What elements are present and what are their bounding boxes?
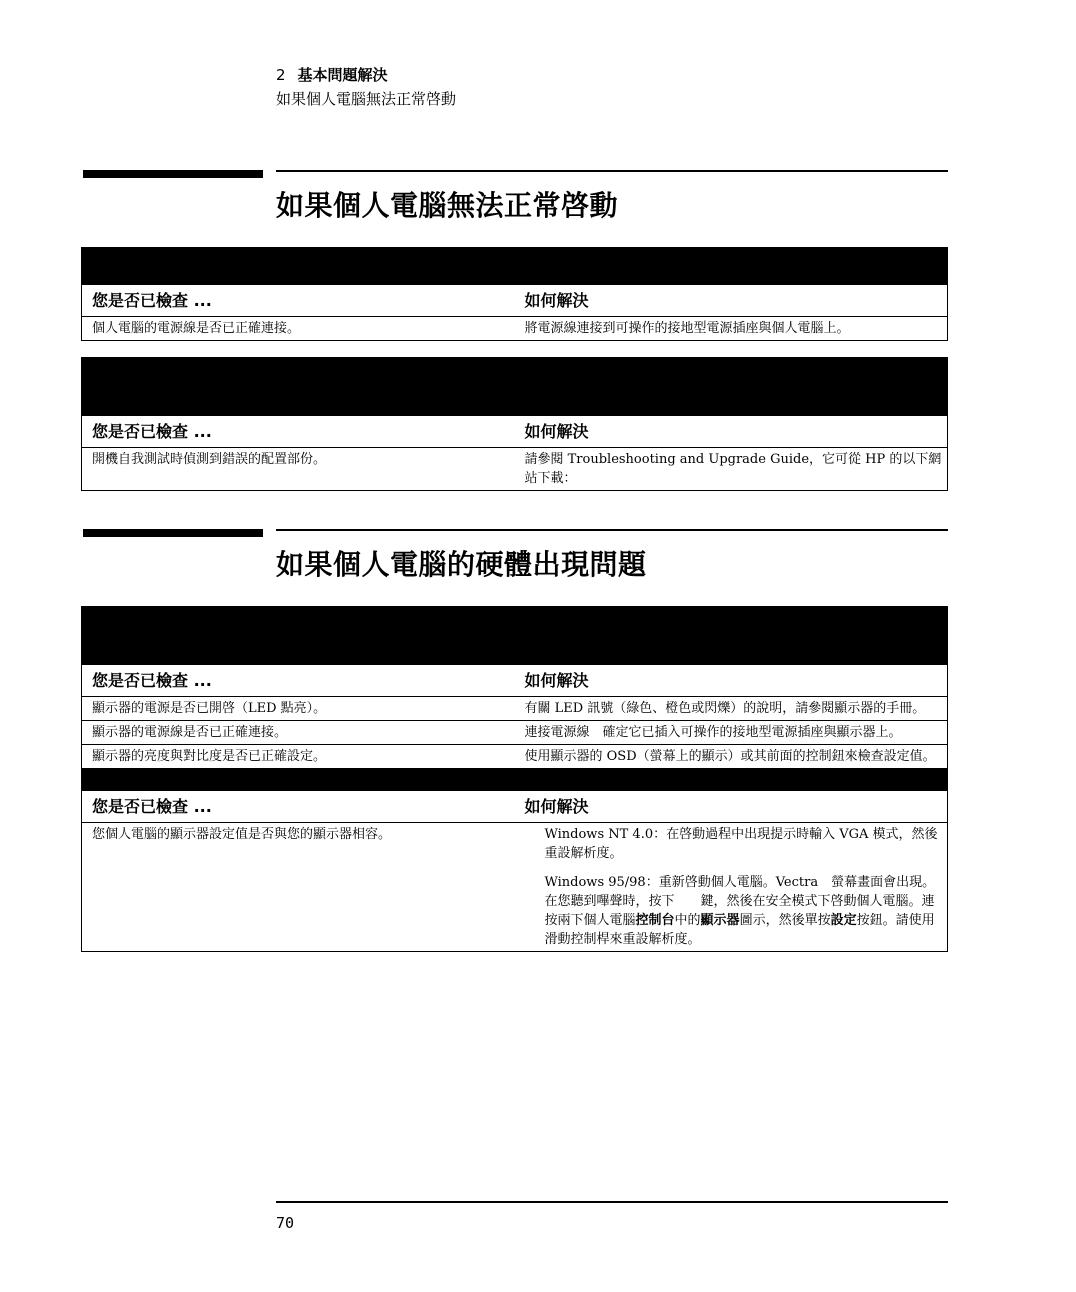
- table-row: [82, 448, 948, 491]
- table-row: [82, 697, 948, 721]
- check-cell: 顯示器的電源是否已開啓（LED 點亮）。: [82, 697, 515, 721]
- section-title: 如果個人電腦的硬體出現問題: [276, 548, 647, 581]
- table-header-bar: [82, 358, 948, 417]
- chapter-heading: [276, 64, 388, 85]
- solution-cell: 使用顯示器的 OSD（螢幕上的顯示）或其前面的控制鈕來檢查設定值。: [515, 745, 948, 769]
- table-row: [82, 317, 948, 341]
- check-cell: 顯示器的電源線是否已正確連接。: [82, 721, 515, 745]
- solution-9x-text: 圖示，然後單按: [739, 913, 831, 928]
- column-header-check: 您是否已檢查 ...: [82, 665, 515, 697]
- section-rule-thick: [83, 529, 263, 537]
- section-title: 如果個人電腦無法正常啓動: [276, 189, 619, 222]
- column-header-solution: 如何解決: [515, 285, 948, 317]
- column-header-solution: 如何解決: [515, 665, 948, 697]
- running-subtitle: 如果個人電腦無法正常啓動: [276, 90, 457, 108]
- section-rule-thin: [276, 170, 948, 172]
- table-header-bar: [82, 248, 948, 286]
- solution-9x-text: 中的: [674, 913, 701, 928]
- solution-9x-text: 按鈕。請使用滑動控制桿來重設解析度。: [544, 913, 935, 947]
- table-row: [82, 721, 948, 745]
- table-row: [82, 823, 948, 952]
- check-cell: 開機自我測試時偵測到錯誤的配置部份。: [92, 452, 327, 467]
- chapter-title: 基本問題解決: [297, 66, 388, 84]
- settings-term: 設定: [830, 913, 857, 928]
- solution-cell: 有關 LED 訊號（綠色、橙色或閃爍）的說明，請參閱顯示器的手冊。: [515, 697, 948, 721]
- table-header-bar: [82, 607, 948, 666]
- solution-9x: [545, 873, 944, 949]
- solution-cell: 請參閱 Troubleshooting and Upgrade Guide，它可從 HP 的以下網站下載：: [524, 452, 942, 486]
- solution-cell: [515, 823, 948, 952]
- check-cell: 個人電腦的電源線是否已正確連接。: [92, 321, 301, 336]
- solution-cell: 將電源線連接到可操作的接地型電源插座與個人電腦上。: [524, 321, 850, 336]
- section-rule-thin: [276, 529, 948, 531]
- troubleshoot-table: [81, 357, 948, 491]
- control-panel-term: 控制台: [635, 913, 675, 928]
- column-header-check: 您是否已檢查 ...: [82, 791, 515, 823]
- page-number: 70: [276, 1214, 295, 1232]
- column-header-solution: 如何解決: [515, 416, 948, 448]
- chapter-number: 2: [276, 66, 286, 84]
- check-cell: 顯示器的亮度與對比度是否已正確設定。: [82, 745, 515, 769]
- solution-9x-text: Windows 95/98：重新啓動個人電腦。Vectra 螢幕畫面會出現。在您聽到嗶聲時，按下 鍵，然後在安全模式下啓動個人電腦。連按兩下個人電腦: [544, 875, 936, 928]
- column-header-check: 您是否已檢查 ...: [82, 285, 515, 317]
- troubleshoot-table: [81, 247, 948, 341]
- table-row: [82, 745, 948, 769]
- solution-cell: 連接電源線 確定它已插入可操作的接地型電源插座與顯示器上。: [515, 721, 948, 745]
- footer-rule: [276, 1201, 948, 1203]
- troubleshoot-table: [81, 606, 948, 952]
- column-header-solution: 如何解決: [515, 791, 948, 823]
- check-cell: 您個人電腦的顯示器設定值是否與您的顯示器相容。: [92, 827, 392, 842]
- solution-nt: Windows NT 4.0：在啓動過程中出現提示時輸入 VGA 模式，然後重設解析度。: [544, 827, 938, 861]
- table-header-bar: [82, 769, 948, 792]
- display-term: 顯示器: [700, 913, 740, 928]
- column-header-check: 您是否已檢查 ...: [82, 416, 515, 448]
- section-rule-thick: [83, 170, 263, 178]
